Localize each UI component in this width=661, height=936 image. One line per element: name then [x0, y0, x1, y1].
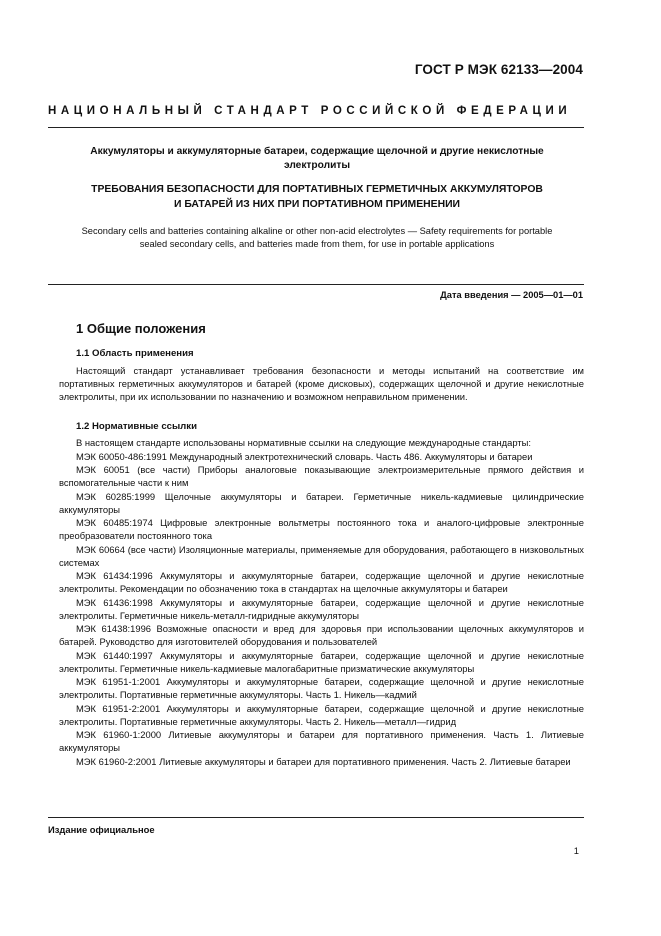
- reference-item: МЭК 60051 (все части) Приборы аналоговые показывающие электроизмерительные прямого действия и вспомогательные части к ним: [59, 464, 584, 488]
- section-title: 1 Общие положения: [76, 321, 206, 336]
- english-title-line-1: Secondary cells and batteries containing alkaline or other non-acid electrolytes — Safety requirements for portable: [81, 226, 553, 236]
- main-title-line-2: И БАТАРЕЙ ИЗ НИХ ПРИ ПОРТАТИВНОМ ПРИМЕНЕНИИ: [173, 198, 461, 210]
- reference-item: МЭК 61960-1:2000 Литиевые аккумуляторы и батареи для портативного применения. Часть 1. Литиевые аккумуляторы: [59, 729, 584, 753]
- reference-item: МЭК 60285:1999 Щелочные аккумуляторы и батареи. Герметичные никель-кадмиевые цилиндрические аккумуляторы: [59, 490, 584, 515]
- reference-item: МЭК 61440:1997 Аккумуляторы и аккумуляторные батареи, содержащие щелочной и другие некислотные электролиты. Герметичные никель-кадмиевые малогабаритные призматические аккумуляторы: [59, 649, 584, 674]
- introduction-date: Дата введения — 2005—01—01: [440, 290, 583, 300]
- reference-item: МЭК 61438:1996 Возможные опасности и вред для здоровья при использовании щелочных аккумуляторов и батарей. Руководство для изготовителей оборудования и пользователей: [59, 623, 584, 647]
- subsection-scope-title: 1.1 Область применения: [76, 348, 194, 359]
- english-title-line-2: sealed secondary cells, and batteries made from them, for use in portable applications: [139, 238, 495, 249]
- reference-item: МЭК 61960-2:2001 Литиевые аккумуляторы и батареи для портативного применения. Часть 2. Литиевые батареи: [76, 755, 571, 767]
- reference-item: МЭК 60485:1974 Цифровые электронные вольтметры постоянного тока и аналого-цифровые электронные преобразователи постоянного тока: [59, 517, 584, 541]
- document-code: ГОСТ Р МЭК 62133—2004: [414, 62, 583, 77]
- english-title: [48, 225, 586, 250]
- page-number: 1: [573, 845, 579, 856]
- reference-item: МЭК 60664 (все части) Изоляционные материалы, применяемые для оборудования, работающего в низковольтных системах: [59, 543, 584, 568]
- title-bottom-rule: [48, 284, 584, 285]
- document-subtitle: Аккумуляторы и аккумуляторные батареи, содержащие щелочной и другие некислотные электролиты: [90, 146, 544, 171]
- edition-label: Издание официальное: [48, 824, 155, 835]
- references-list: [59, 436, 584, 768]
- national-standard-heading: НАЦИОНАЛЬНЫЙ СТАНДАРТ РОССИЙСКОЙ ФЕДЕРАЦИИ: [48, 105, 572, 117]
- reference-item: В настоящем стандарте использованы нормативные ссылки на следующие международные стандарты:: [76, 437, 531, 448]
- subsection-references-title: 1.2 Нормативные ссылки: [76, 421, 197, 432]
- reference-item: МЭК 61951-2:2001 Аккумуляторы и аккумуляторные батареи, содержащие щелочной и другие некислотные электролиты. Портативные герметичные аккумуляторы. Часть 2. Никель—металл—гидрид: [59, 702, 584, 727]
- footer-rule: [48, 817, 584, 818]
- top-rule: [48, 127, 584, 128]
- main-title-line-1: ТРЕБОВАНИЯ БЕЗОПАСНОСТИ ДЛЯ ПОРТАТИВНЫХ ГЕРМЕТИЧНЫХ АККУМУЛЯТОРОВ: [91, 184, 543, 195]
- reference-item: МЭК 60050-486:1991 Международный электротехнический словарь. Часть 486. Аккумуляторы и батареи: [76, 450, 533, 462]
- document-main-title: [48, 183, 586, 212]
- scope-paragraph: Настоящий стандарт устанавливает требования безопасности и методы испытаний на соответствие им портативных герметичных аккумуляторов и батарей (кроме дисковых), содержащих щелочной и другие некислотные электролиты, при их использовании по назначению и возможном неправильном применении.: [59, 365, 584, 402]
- reference-item: МЭК 61434:1996 Аккумуляторы и аккумуляторные батареи, содержащие щелочной и другие некислотные электролиты. Рекомендации по обозначению тока в стандартах на щелочные аккумуляторы и батареи: [59, 570, 584, 594]
- reference-item: МЭК 61951-1:2001 Аккумуляторы и аккумуляторные батареи, содержащие щелочной и другие некислотные электролиты. Портативные герметичные аккумуляторы. Часть 1. Никель—кадмий: [59, 676, 584, 700]
- scope-text: [59, 364, 584, 403]
- reference-item: МЭК 61436:1998 Аккумуляторы и аккумуляторные батареи, содержащие щелочной и другие некислотные электролиты. Герметичные никель-металл-гидридные аккумуляторы: [59, 596, 584, 621]
